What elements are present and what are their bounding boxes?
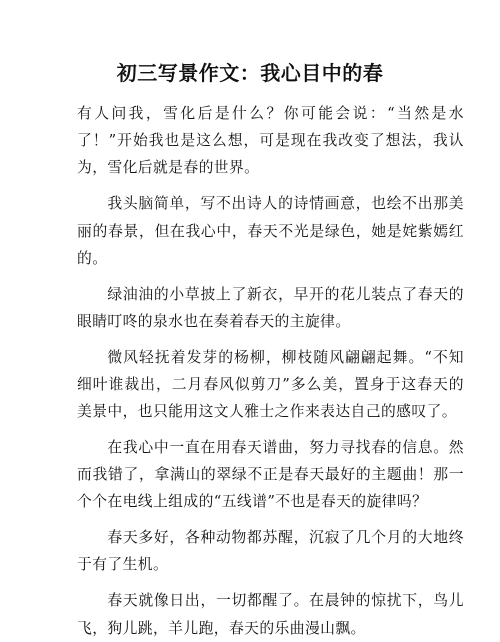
paragraph-1: 有人问我，雪化后是什么？你可能会说：“当然是水了！”开始我也是这么想，可是现在我改变了想法，我认为，雪化后就是春的世界。 bbox=[77, 105, 464, 177]
paragraph-2: 我头脑简单，写不出诗人的诗情画意，也绘不出那美丽的春景，但在我心中，春天不光是绿色，她是姹紫嫣红的。 bbox=[77, 195, 464, 267]
document-body bbox=[77, 100, 464, 642]
document-title: 初三写景作文：我心目中的春 bbox=[116, 61, 384, 85]
paragraph-3: 绿油油的小草披上了新衣，早开的花儿装点了春天的眼睛叮咚的泉水也在奏着春天的主旋律。 bbox=[77, 285, 464, 330]
paragraph-6: 春天多好，各种动物都苏醒，沉寂了几个月的大地终于有了生机。 bbox=[77, 529, 464, 574]
paragraph-7: 春天就像日出，一切都醒了。在晨钟的惊扰下，鸟儿飞，狗儿跳，羊儿跑，春天的乐曲漫山飘。 bbox=[77, 592, 464, 637]
paragraph-4: 微风轻抚着发芽的杨柳，柳枝随风翩翩起舞。“不知细叶谁裁出，二月春风似剪刀”多么美，置身于这春天的美景中，也只能用这文人雅士之作来表达自己的感叹了。 bbox=[77, 348, 464, 421]
paragraph-5: 在我心中一直在用春天谱曲，努力寻找春的信息。然而我错了，拿满山的翠绿不正是春天最好的主题曲！那一个个在电线上组成的“五线谱”不也是春天的旋律吗？ bbox=[77, 438, 464, 511]
